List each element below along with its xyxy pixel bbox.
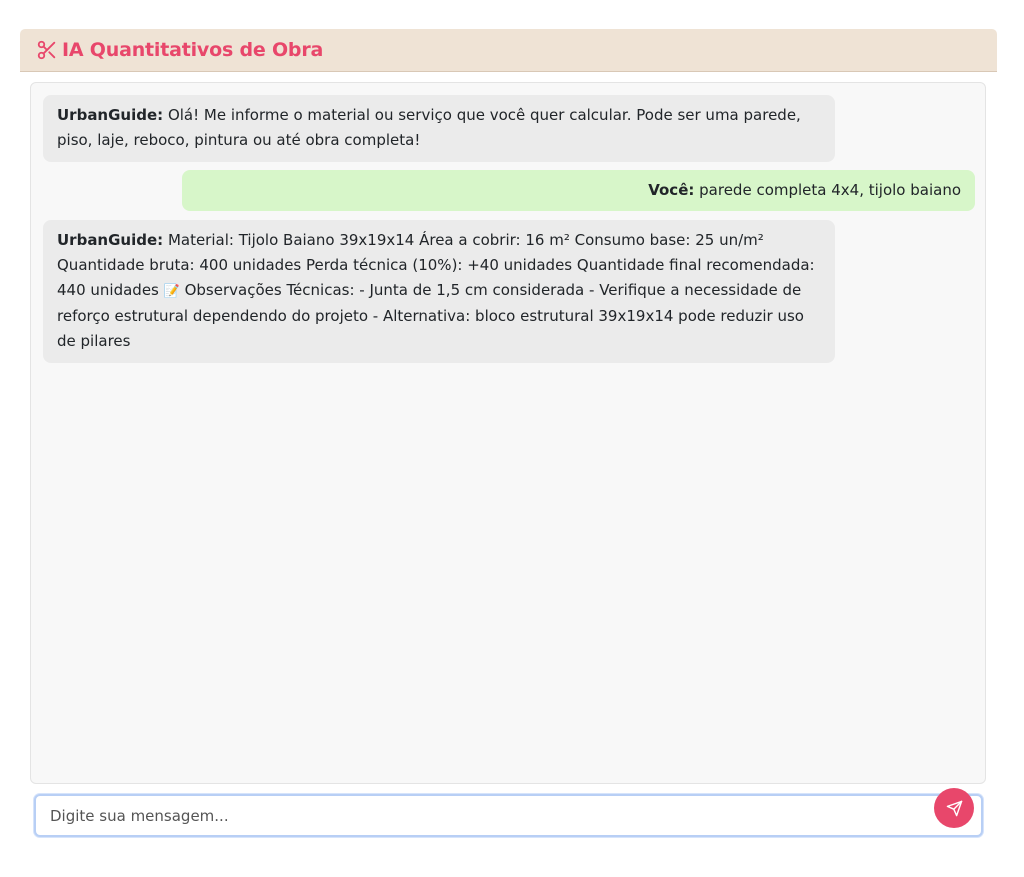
- message-input-container: [34, 794, 983, 837]
- message-text: Material: Tijolo Baiano 39x19x14 Área a cobrir: 16 m² Consumo base: 25 un/m² Quantidade bruta: 400 unidades Perda técnica (10%): +40 unidades Quantidade final recomendada: 440 unidades: [57, 231, 815, 299]
- message-text: parede completa 4x4, tijolo baiano: [694, 181, 961, 199]
- app-header: [20, 29, 997, 72]
- send-icon: [946, 800, 963, 817]
- tools-icon: [36, 39, 58, 61]
- message-sender: UrbanGuide:: [57, 106, 164, 124]
- bot-message: [43, 95, 835, 162]
- page-title: IA Quantitativos de Obra: [62, 39, 324, 61]
- send-button[interactable]: [934, 788, 974, 828]
- message-input[interactable]: [36, 796, 981, 835]
- message-sender: Você:: [648, 181, 695, 199]
- message-text: Olá! Me informe o material ou serviço que você quer calcular. Pode ser uma parede, piso, laje, reboco, pintura ou até obra completa!: [57, 106, 801, 149]
- chat-messages-panel[interactable]: [30, 82, 986, 784]
- message-sender: UrbanGuide:: [57, 231, 164, 249]
- message-text: Observações Técnicas: - Junta de 1,5 cm considerada - Verifique a necessidade de reforço estrutural dependendo do projeto - Alternativa: bloco estrutural 39x19x14 pode reduzir uso de pilares: [57, 281, 804, 350]
- memo-emoji-icon: 📝: [163, 284, 180, 299]
- bot-message: [43, 220, 835, 363]
- user-message: [182, 170, 975, 211]
